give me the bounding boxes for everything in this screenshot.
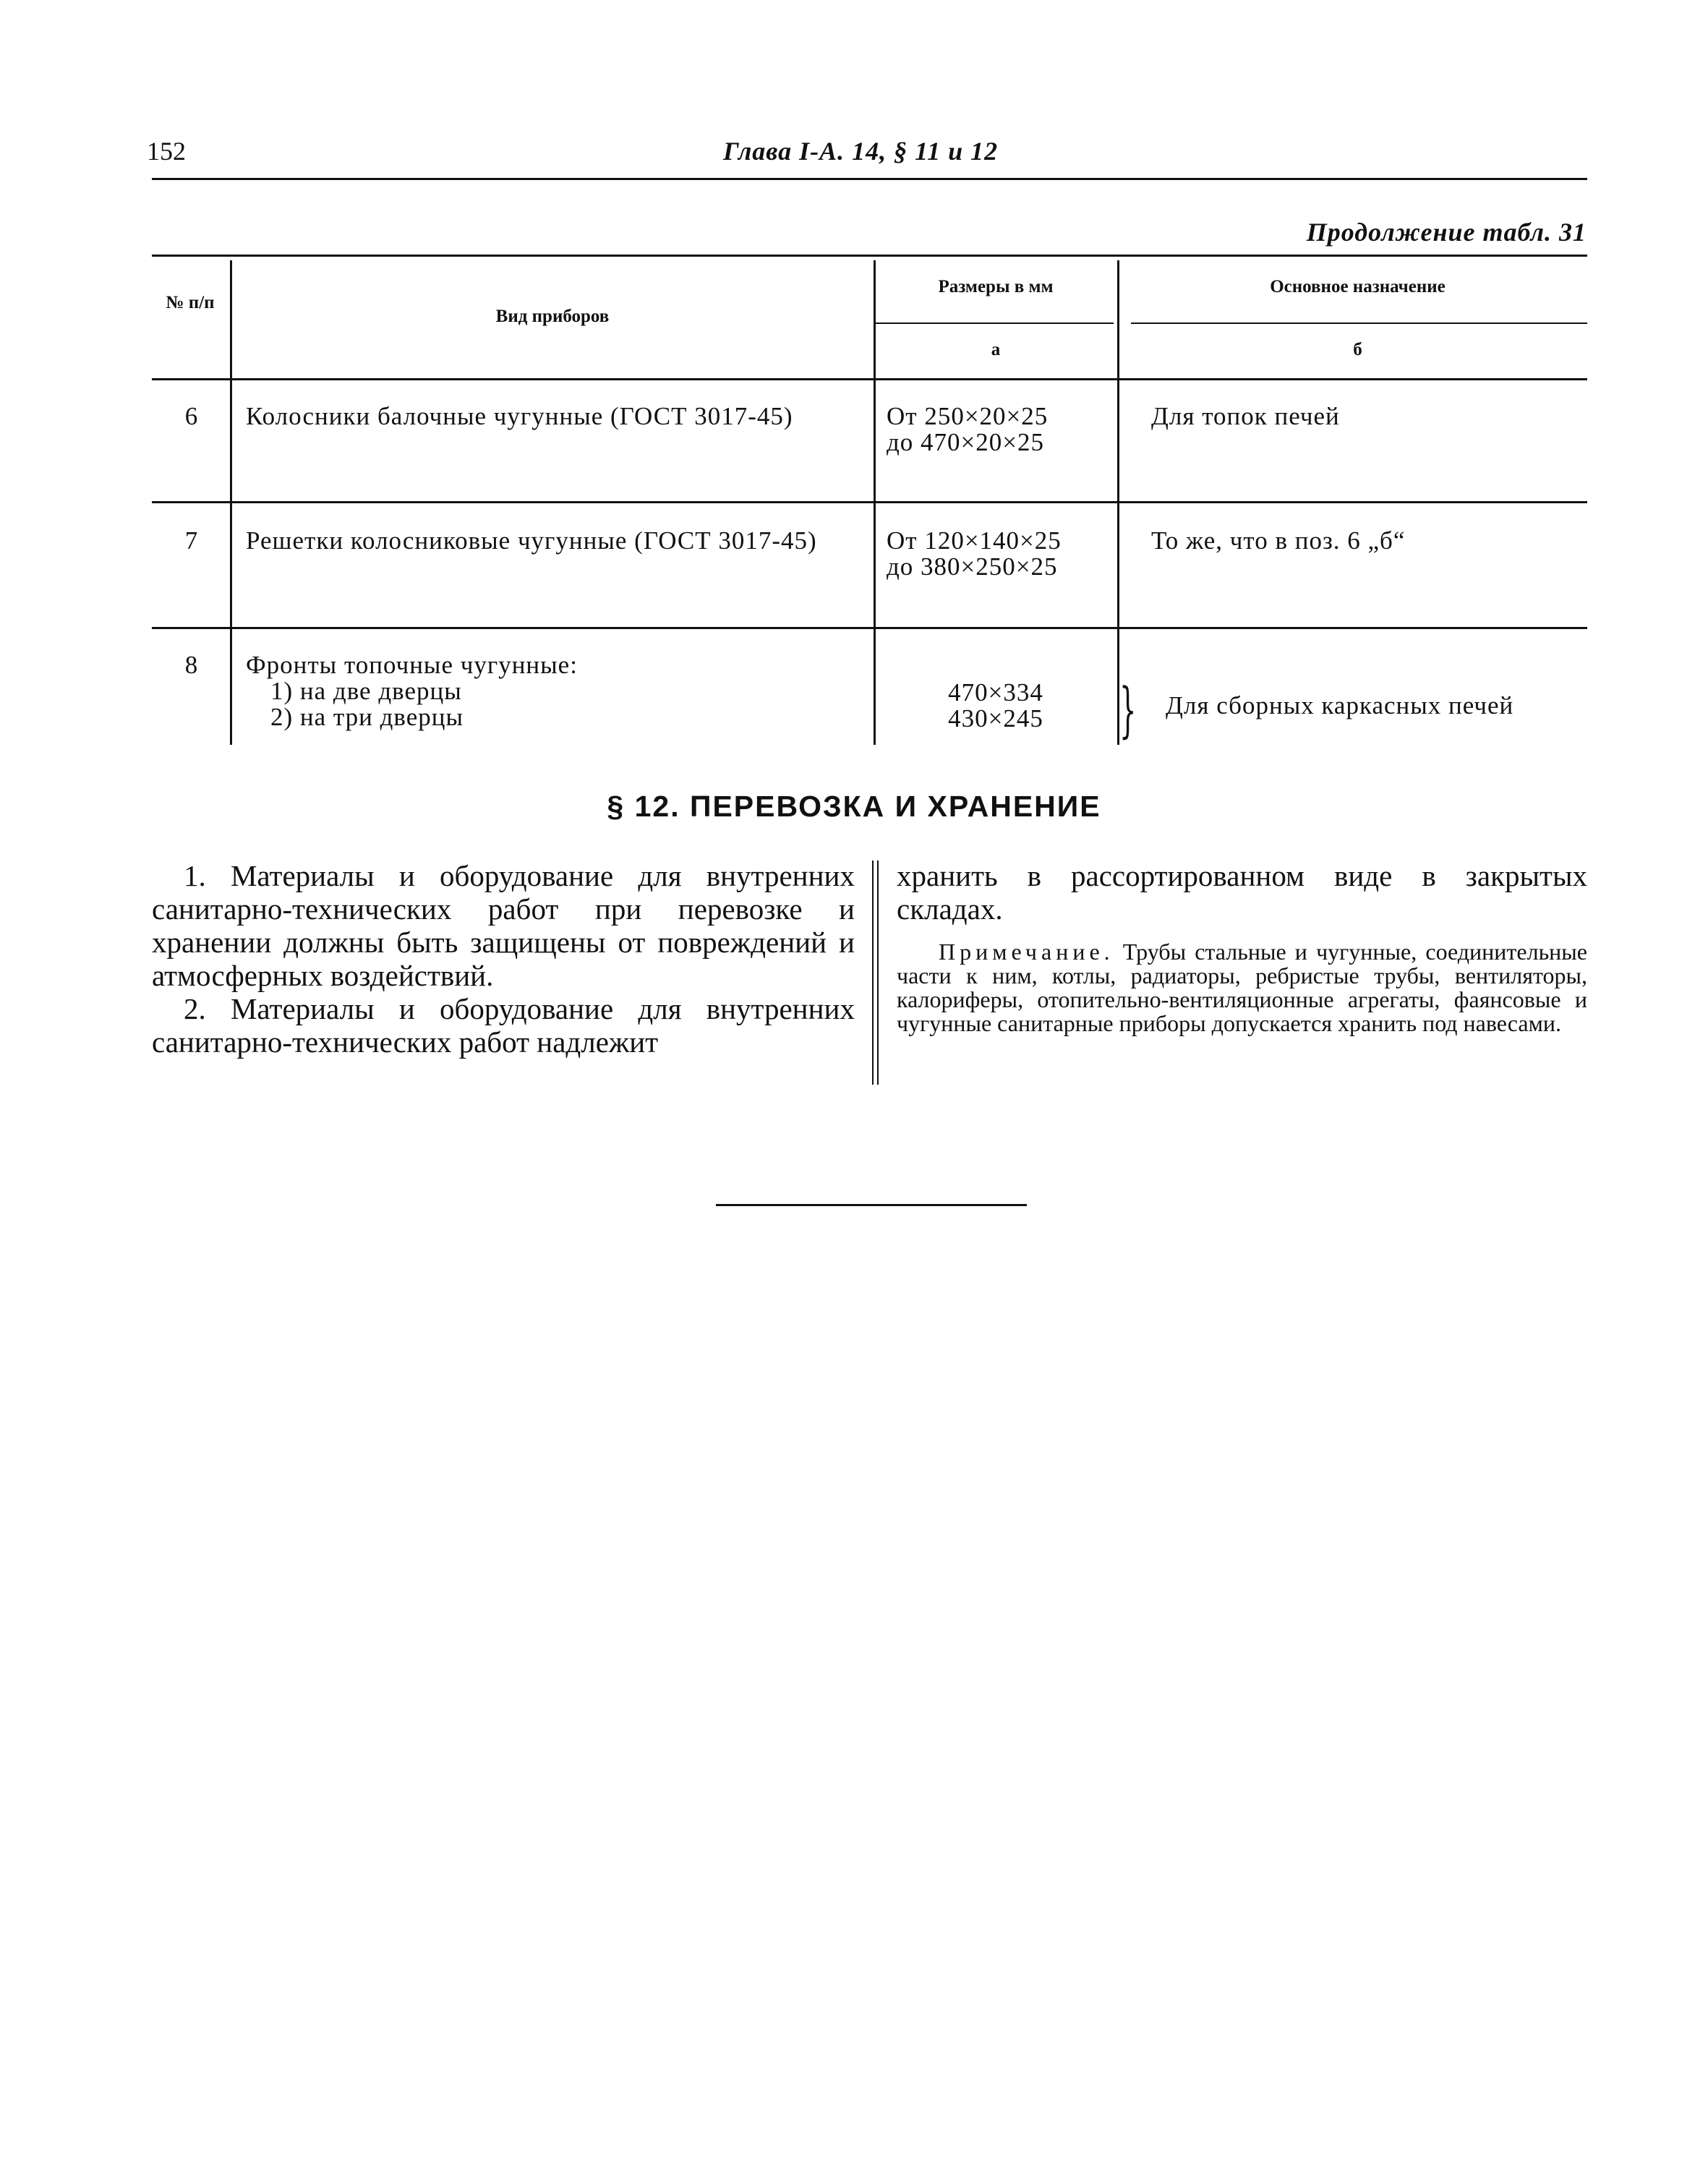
table-header-bottom-rule [152,378,1587,380]
table-row-rule-2 [152,627,1587,629]
end-rule [716,1204,1027,1206]
note [897,940,1587,1035]
header-purpose: Основное назначение [1270,277,1446,296]
header-rule [152,178,1587,180]
paragraph-1: 1. Материалы и оборудование для внутренних санитарно-технических работ при перевозке и хранении должны быть защищены от повреждений и атмосферных воздействий. [152,859,855,992]
table-top-rule [152,255,1587,257]
row-number: 6 [184,402,199,430]
table-col-divider-1 [230,260,232,745]
row-size-from: От 120×140×25 [887,526,1062,555]
row-size-from: От 250×20×25 [887,402,1049,430]
row-purpose: Для топок печей [1151,402,1340,430]
table-subheader-rule-size [875,323,1114,324]
row-size-to: до 470×20×25 [887,428,1045,456]
row-number: 7 [184,526,199,555]
paragraph-2: 2. Материалы и оборудование для внутренних санитарно-технических работ надлежит [152,992,855,1059]
page-number: 152 [147,137,186,166]
section-title: § 12. ПЕРЕВОЗКА И ХРАНЕНИЕ [607,790,1101,823]
column-divider [872,860,874,1085]
column-divider [877,860,879,1085]
text-column-right [897,859,1587,1035]
row-sub-item: 2) на три дверцы [270,703,464,731]
note-label: Примечание. [939,939,1114,965]
row-sub-item: 1) на две дверцы [270,677,462,705]
header-device-type: Вид приборов [495,307,610,326]
header-number: № п/п [166,293,215,312]
row-purpose: Для сборных каркасных печей [1166,691,1514,719]
row-device-name: Колосники балочные чугунные (ГОСТ 3017-45) [246,402,793,430]
header-size: Размеры в мм [938,277,1054,296]
brace-icon: } [1119,676,1137,745]
note-text: Трубы стальные и чугунные, соединительные части к ним, котлы, радиаторы, ребристые трубы, вентиляторы, калориферы, отопительно-вентиляционные агрегаты, фаянсовые и чугунные санитарные приборы допускается хранить под навесами. [897,939,1588,1036]
row-purpose: То же, что в поз. 6 „б“ [1151,526,1406,555]
table-row-rule-1 [152,501,1587,503]
running-head: Глава I-А. 14, § 11 и 12 [723,137,999,166]
header-purpose-sub: б [1353,340,1362,359]
row-size-to: до 380×250×25 [887,552,1058,581]
table-col-divider-3 [1117,260,1119,745]
row-number: 8 [184,651,199,679]
text-column-left [152,859,855,1059]
row-size-2: 430×245 [948,704,1043,733]
paragraph-2-continuation: хранить в рассортированном виде в закрытых складах. [897,859,1587,926]
row-size-1: 470×334 [948,678,1043,706]
row-device-name: Решетки колосниковые чугунные (ГОСТ 3017-45) [246,526,817,555]
table-subheader-rule-purpose [1131,323,1587,324]
row-device-name: Фронты топочные чугунные: [246,651,578,679]
header-size-sub: а [991,340,1001,359]
table-continuation-caption: Продолжение табл. 31 [1306,218,1587,247]
table-col-divider-2 [874,260,876,745]
